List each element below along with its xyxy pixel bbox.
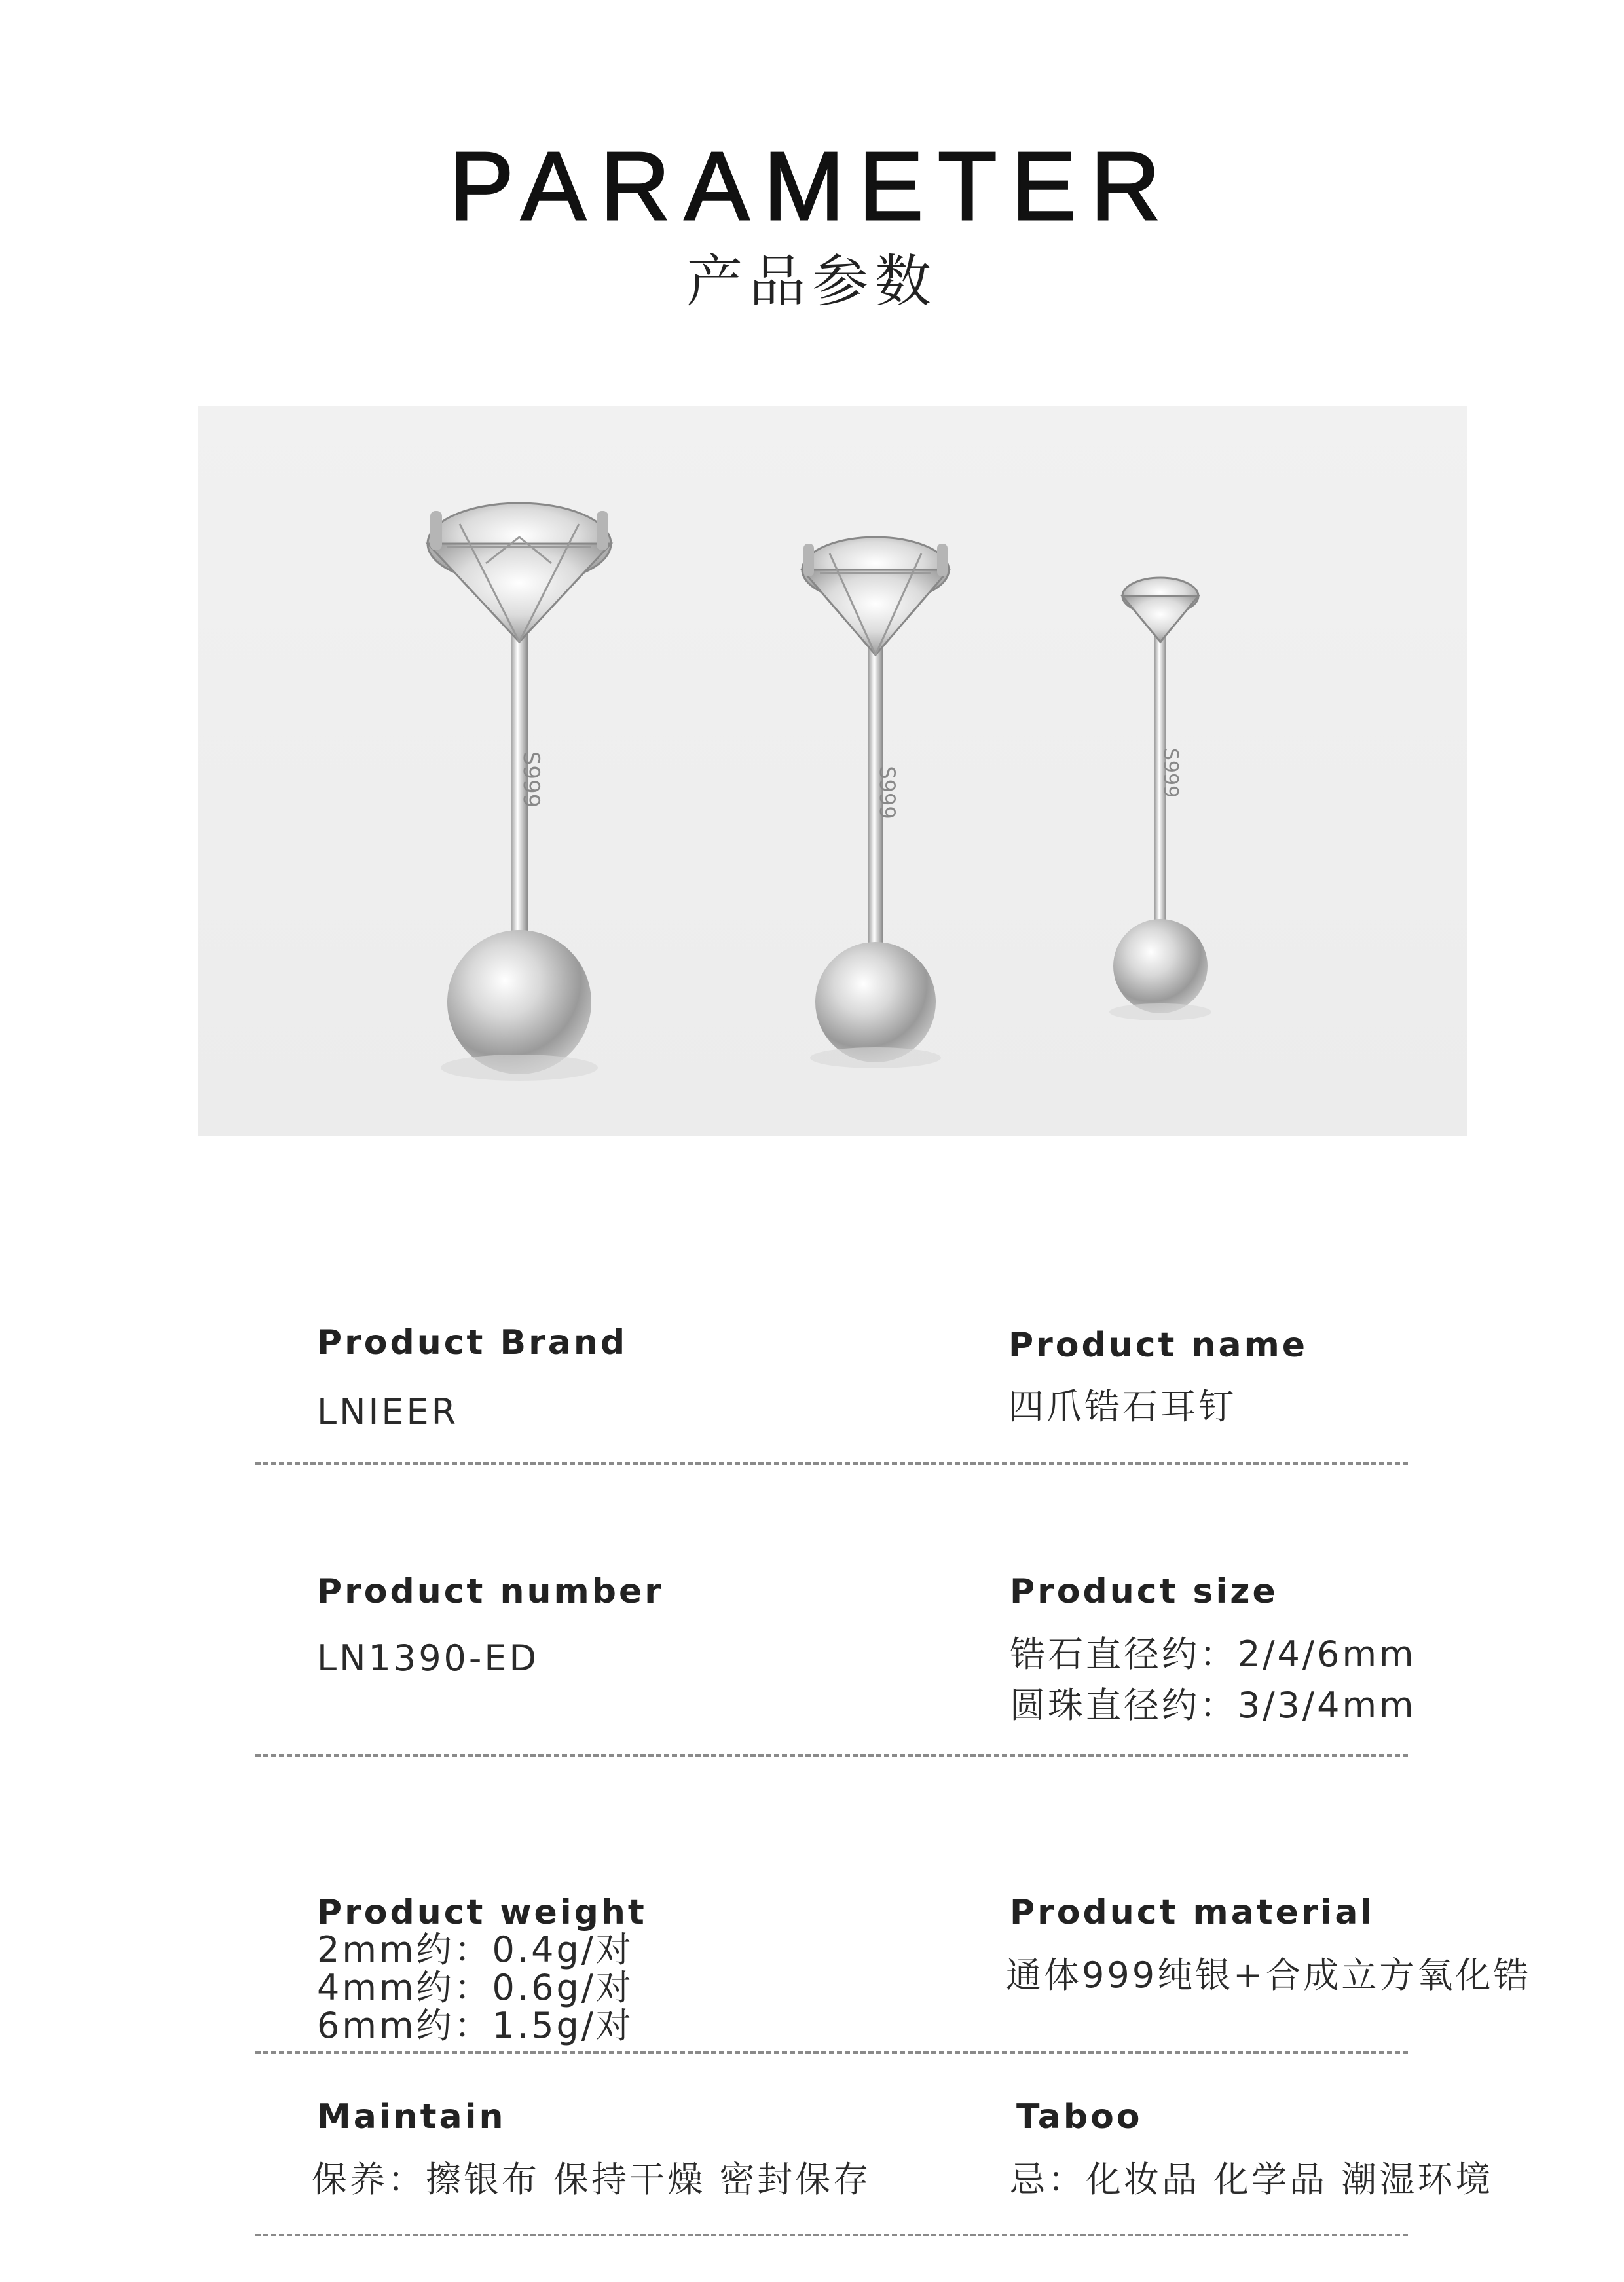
name-value: 四爪锆石耳钉 xyxy=(1008,1386,1236,1427)
weight-line-1: 2mm约：0.4g/对 xyxy=(317,1929,634,1970)
material-value: 通体999纯银+合成立方氧化锆 xyxy=(1006,1955,1532,1996)
divider-4 xyxy=(255,2234,1408,2236)
name-label: Product name xyxy=(1008,1326,1308,1365)
weight-label: Product weight xyxy=(317,1893,647,1932)
taboo-label: Taboo xyxy=(1016,2097,1143,2137)
number-label: Product number xyxy=(317,1572,664,1611)
product-photo xyxy=(198,406,1467,1136)
earrings-illustration xyxy=(198,406,1467,1136)
stamp-text: S999 xyxy=(1159,747,1182,798)
maintain-label: Maintain xyxy=(317,2097,506,2137)
taboo-value: 忌：化妆品 化学品 潮湿环境 xyxy=(1010,2159,1494,2200)
stamp-text: S999 xyxy=(875,766,900,819)
medium-stud-earring xyxy=(802,537,949,1068)
brand-label: Product Brand xyxy=(317,1323,628,1362)
divider-1 xyxy=(255,1462,1408,1465)
material-label: Product material xyxy=(1010,1893,1375,1932)
weight-line-3: 6mm约：1.5g/对 xyxy=(317,2005,634,2046)
stamp-text: S999 xyxy=(518,751,544,808)
large-stud-earring xyxy=(428,503,611,1081)
maintain-value: 保养：擦银布 保持干燥 密封保存 xyxy=(312,2159,872,2200)
small-stud-earring xyxy=(1109,578,1211,1020)
weight-line-2: 4mm约：0.6g/对 xyxy=(317,1967,634,2008)
divider-2 xyxy=(255,1754,1408,1757)
divider-3 xyxy=(255,2051,1408,2054)
brand-value: LNIEER xyxy=(317,1391,459,1432)
size-line-2: 圆珠直径约：3/3/4mm xyxy=(1010,1685,1416,1726)
number-value: LN1390-ED xyxy=(317,1637,540,1679)
size-label: Product size xyxy=(1010,1572,1278,1611)
page-title: PARAMETER xyxy=(449,132,1175,240)
page-subtitle: 产品参数 xyxy=(686,249,938,314)
size-line-1: 锆石直径约：2/4/6mm xyxy=(1010,1634,1416,1675)
